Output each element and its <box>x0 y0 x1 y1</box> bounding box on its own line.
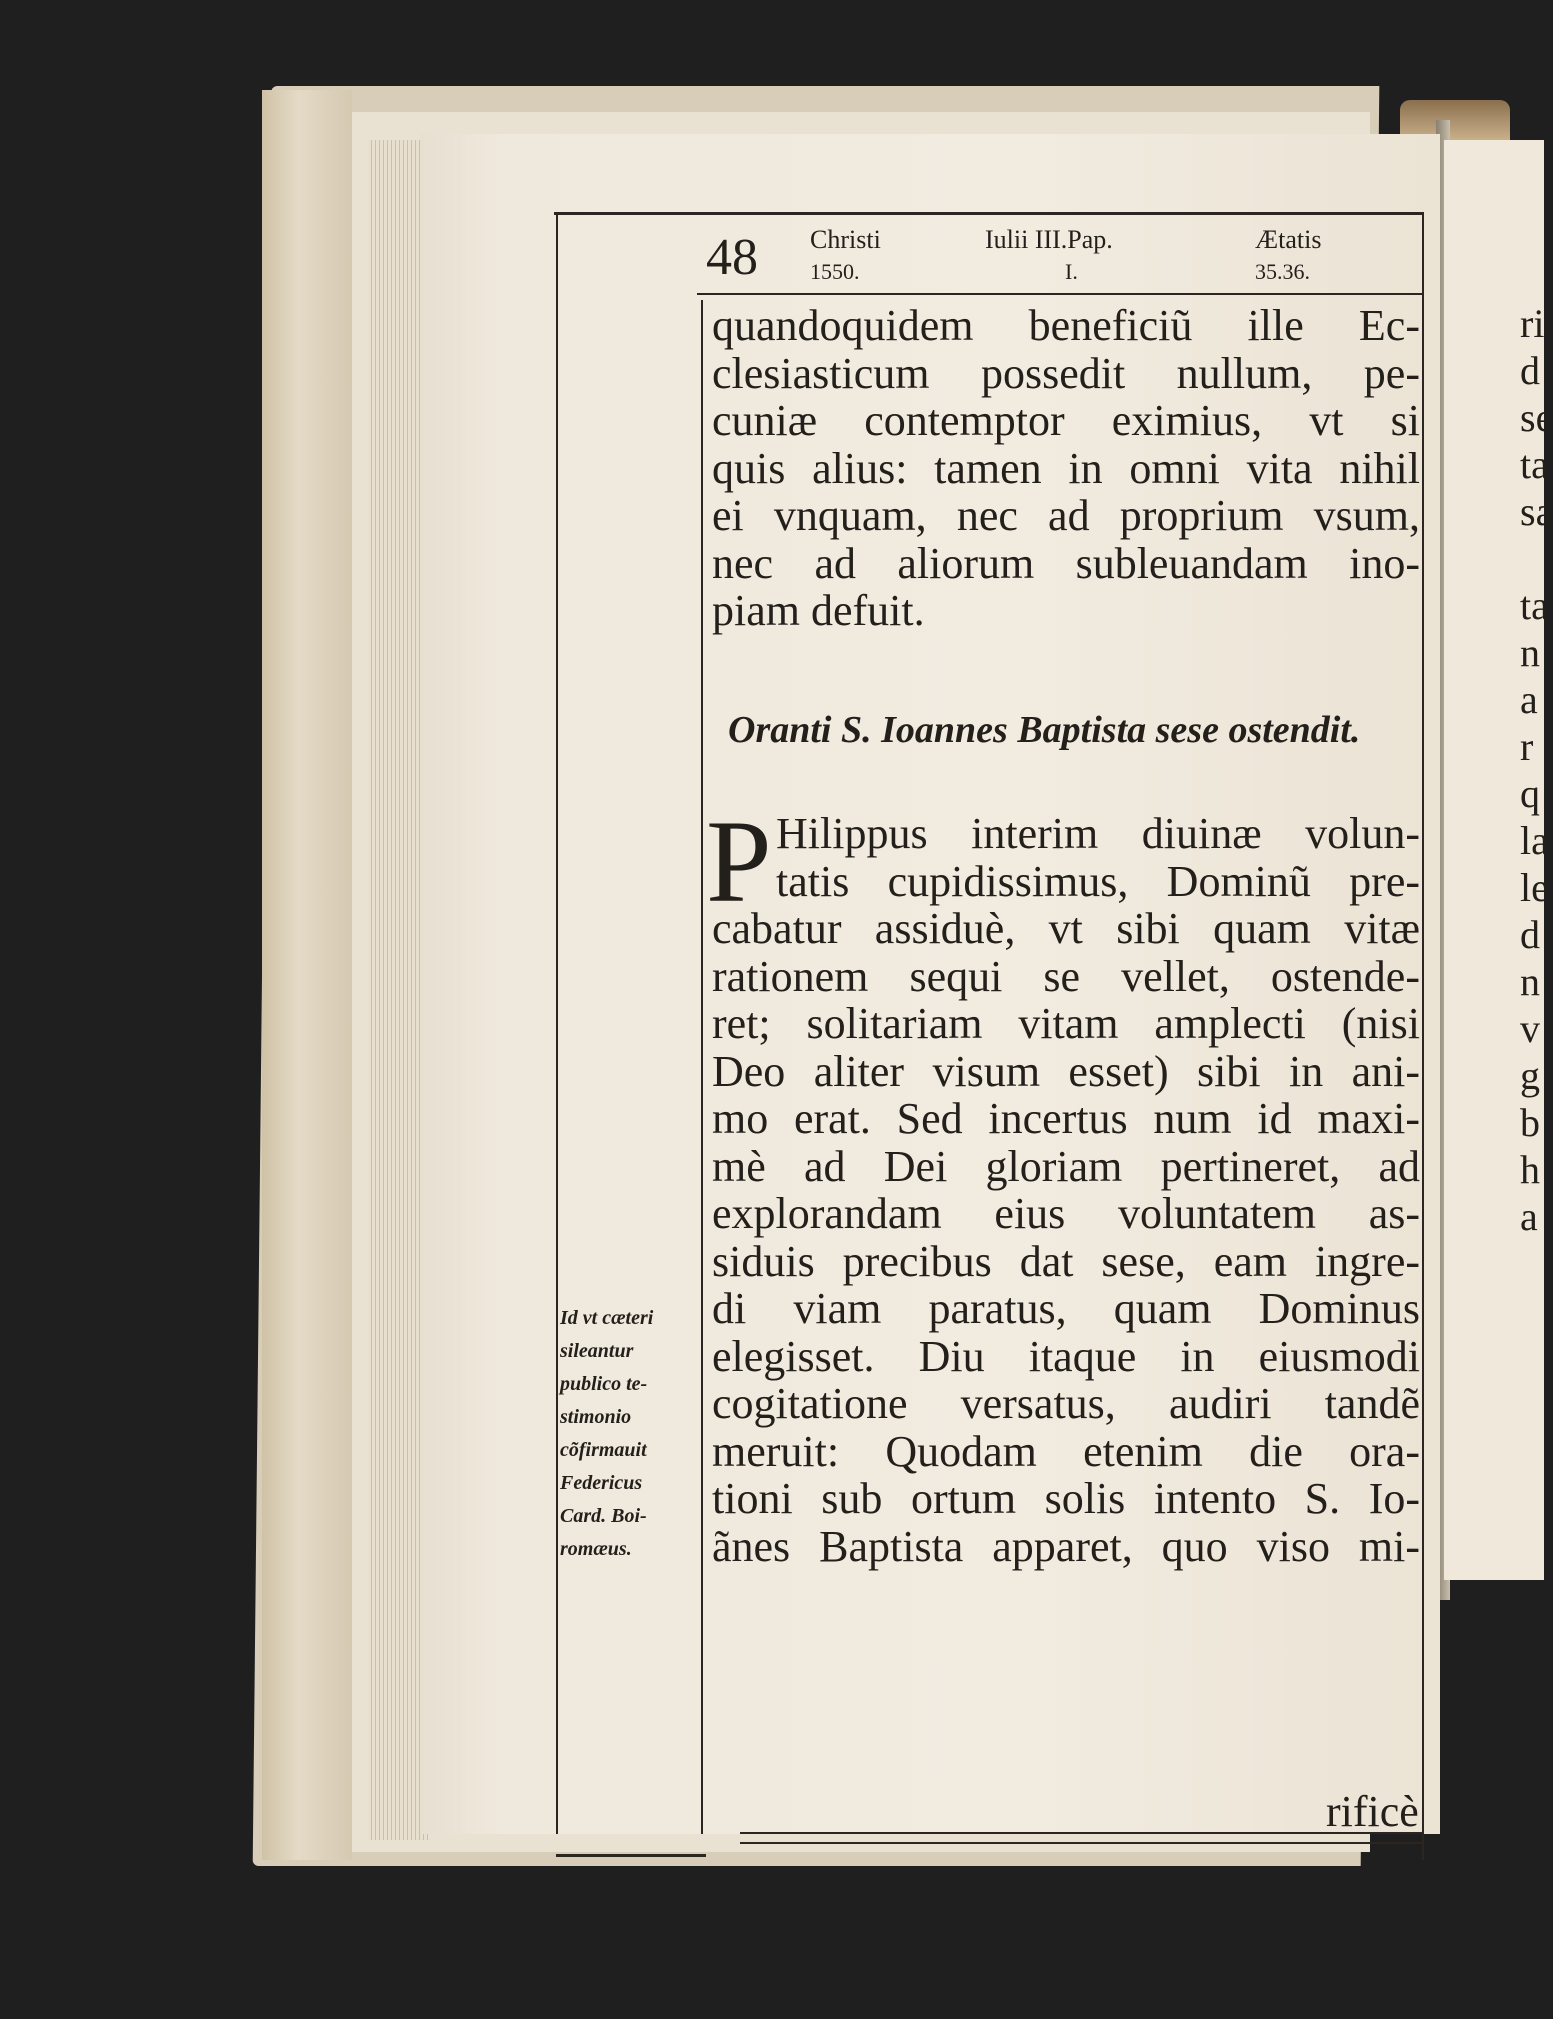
text-line: Hilippus interim diuinæ volun- <box>776 809 1420 858</box>
paragraph-2 <box>712 810 1420 1570</box>
text-line: mè ad Dei gloriam pertineret, ad <box>712 1141 1420 1191</box>
aetatis-value: 35.36. <box>1255 259 1310 284</box>
fragment: la <box>1520 818 1549 863</box>
text-line: cogitatione versatus, audiri tandẽ <box>712 1379 1420 1428</box>
fragment: se <box>1520 395 1553 440</box>
pope-year: I. <box>1065 259 1078 284</box>
marginal-line: romæus. <box>560 1538 632 1560</box>
page-edges <box>368 140 428 1840</box>
text-line: explorandam eius voluntatem as- <box>712 1189 1420 1238</box>
margin-frame-left <box>556 212 558 1834</box>
text-line: siduis precibus dat sese, eam ingre- <box>712 1236 1420 1286</box>
fragment: ta <box>1520 442 1549 487</box>
christi-label: Christi <box>810 225 881 254</box>
text-line: rationem sequi se vellet, ostende- <box>712 951 1420 1001</box>
pope-label: Iulii III.Pap. <box>985 225 1113 254</box>
marginal-line: stimonio <box>560 1406 632 1428</box>
running-head-christi <box>810 224 881 288</box>
fragment: d <box>1520 912 1540 957</box>
marginal-line: sileantur <box>560 1340 634 1362</box>
text-line: ei vnquam, nec ad proprium vsum, <box>712 491 1420 540</box>
fragment <box>1520 535 1544 582</box>
fragment: q <box>1520 771 1540 816</box>
fragment: le <box>1520 865 1549 910</box>
text-line: quandoquidem beneficiũ ille Ec- <box>712 301 1420 350</box>
fragment: sa <box>1520 489 1553 534</box>
marginal-line: publico te- <box>560 1373 648 1395</box>
footer-rule-left <box>556 1854 706 1857</box>
fragment: h <box>1520 1147 1540 1192</box>
section-heading: Oranti S. Ioannes Baptista sese ostendit. <box>728 709 1361 751</box>
fragment: v <box>1520 1006 1540 1051</box>
marginal-line: Federicus <box>560 1472 643 1494</box>
text-line: clesiasticum possedit nullum, pe- <box>712 348 1420 398</box>
text-line: tioni sub ortum solis intento S. Io- <box>712 1474 1420 1523</box>
text-frame-left <box>701 300 703 1834</box>
marginal-line: Id vt cæteri <box>560 1307 654 1329</box>
marginal-note <box>560 1302 700 1566</box>
fragment: r <box>1520 724 1534 769</box>
fragment: b <box>1520 1100 1540 1145</box>
text-line: mo erat. Sed incertus num id maxi- <box>712 1094 1420 1143</box>
facing-page-fragments <box>1520 300 1553 1240</box>
fragment: g <box>1520 1053 1540 1098</box>
running-head-aetatis <box>1255 224 1321 288</box>
paragraph-1 <box>712 302 1420 635</box>
text-line: nec ad aliorum subleuandam ino- <box>712 538 1420 588</box>
text-line: meruit: Quodam etenim die ora- <box>712 1426 1420 1476</box>
top-rule <box>554 212 1424 215</box>
text-line: tatis cupidissimus, Dominũ pre- <box>776 856 1420 906</box>
christi-year: 1550. <box>810 259 860 284</box>
bottom-rule-double <box>740 1842 1424 1844</box>
text-line: ret; solitariam vitam amplecti (nisi <box>712 999 1420 1048</box>
marginal-line: Card. Boi- <box>560 1505 647 1527</box>
running-head-pope <box>985 224 1113 288</box>
fragment: a <box>1520 1194 1538 1239</box>
fragment: d <box>1520 348 1540 393</box>
aetatis-label: Ætatis <box>1255 225 1322 254</box>
drop-cap: P <box>706 796 772 927</box>
fragment: n <box>1520 959 1540 1004</box>
text-line: cuniæ contemptor eximius, vt si <box>712 396 1420 445</box>
marginal-line: cõfirmauit <box>560 1439 647 1461</box>
catchword: rificè <box>1326 1787 1419 1836</box>
text-line: cabatur assiduè, vt sibi quam vitæ <box>712 904 1420 953</box>
header-rule <box>697 293 1424 295</box>
bottom-rule <box>740 1832 1424 1834</box>
text-line: di viam paratus, quam Dominus <box>712 1284 1420 1333</box>
text-line: Deo aliter visum esset) sibi in ani- <box>712 1046 1420 1096</box>
book-spine <box>262 90 352 1860</box>
text-line: piam defuit. <box>712 586 925 635</box>
fragment: n <box>1520 630 1540 675</box>
text-frame-right <box>1422 212 1424 1860</box>
text-line: elegisset. Diu itaque in eiusmodi <box>712 1331 1420 1381</box>
fragment: a <box>1520 677 1538 722</box>
text-line: ãnes Baptista apparet, quo viso mi- <box>712 1521 1420 1571</box>
fragment: ri <box>1520 301 1545 346</box>
fragment: ta <box>1520 583 1549 628</box>
page-number: 48 <box>706 229 758 286</box>
text-line: quis alius: tamen in omni vita nihil <box>712 443 1420 493</box>
